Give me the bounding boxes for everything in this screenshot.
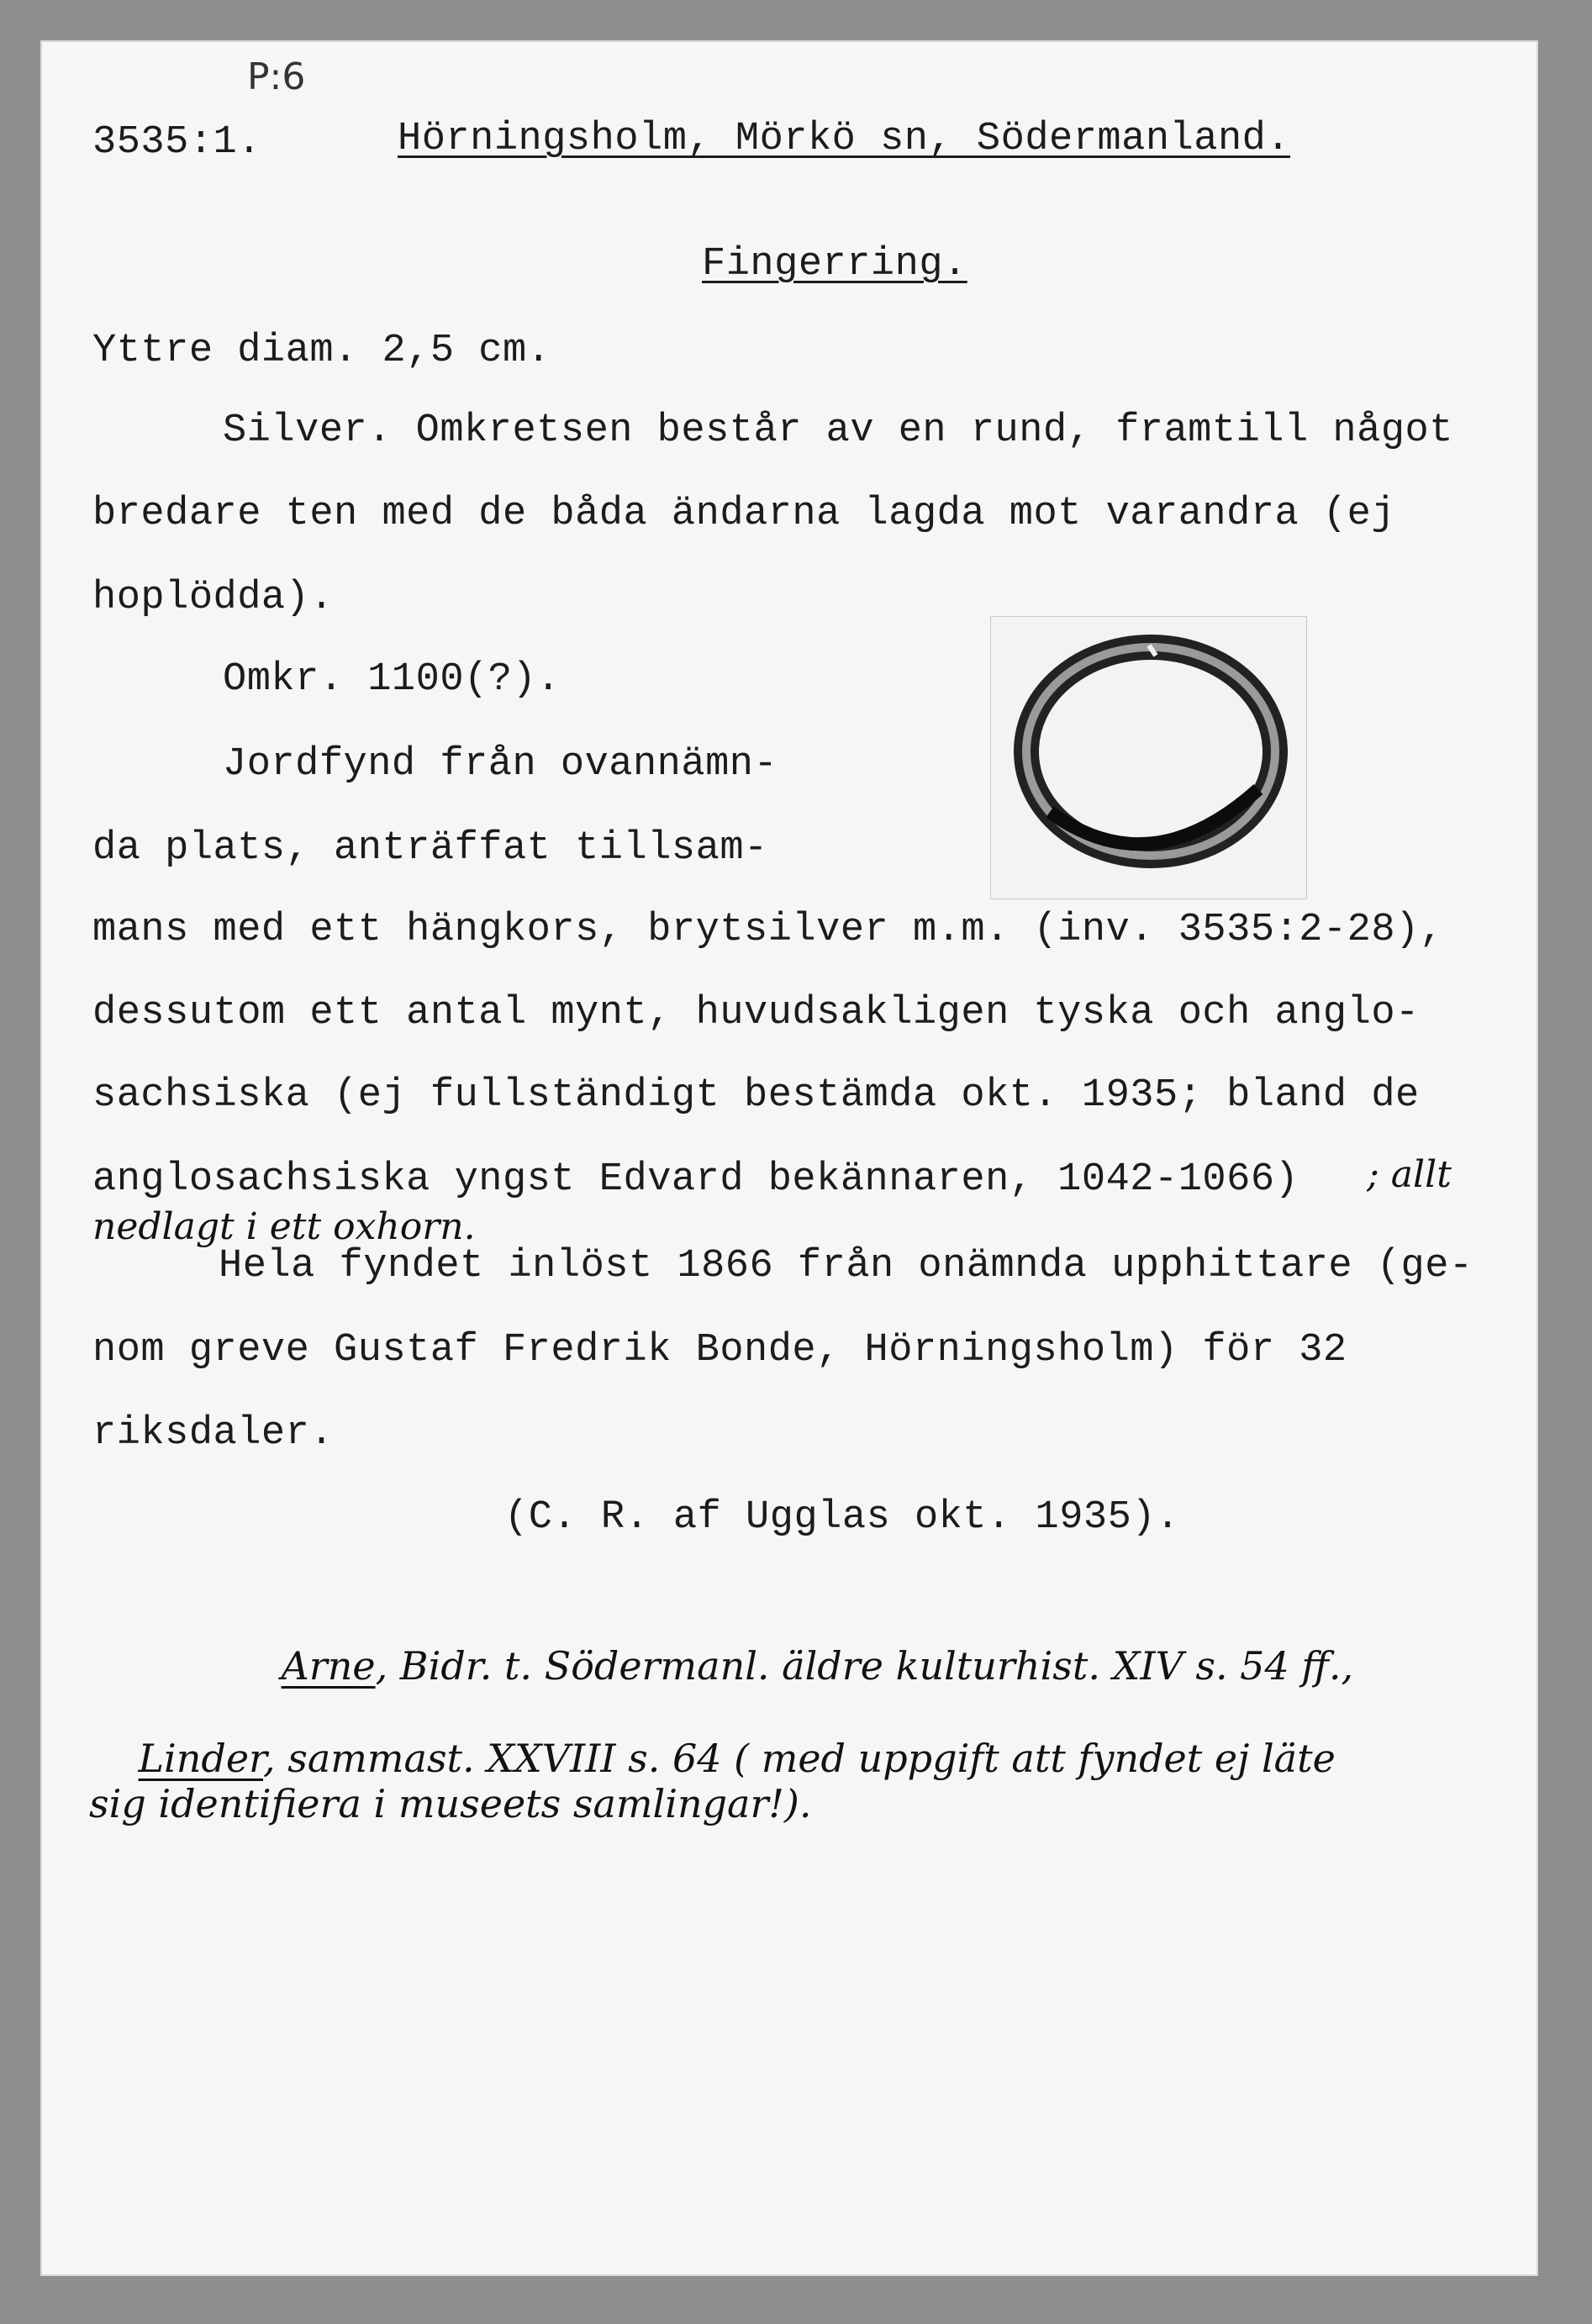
text-line: Silver. Omkretsen består av en rund, framtill något [223, 408, 1453, 453]
text-line: Hela fyndet inlöst 1866 från onämnda upphittare (ge- [219, 1244, 1473, 1288]
handwritten-insert: nedlagt i ett oxhorn. [92, 1205, 476, 1248]
text-line: dessutom ett antal mynt, huvudsakligen tyska och anglo- [92, 991, 1420, 1036]
ring-image [991, 617, 1306, 899]
text-line: mans med ett hängkors, brytsilver m.m. (inv. 3535:2-28), [92, 908, 1444, 952]
reference-line: sig identifiera i museets samlingar!). [89, 1781, 812, 1826]
reference-text: , sammast. XXVIII s. 64 ( med uppgift att fyndet ej läte [263, 1736, 1336, 1781]
catalog-card [40, 40, 1538, 2276]
text-line: bredare ten med de båda ändarna lagda mot varandra (ej [92, 492, 1396, 536]
text-line: hoplödda). [92, 576, 335, 620]
reference-text: , Bidr. t. Södermanl. äldre kulturhist. XIV s. 54 ff., [375, 1643, 1354, 1689]
text-line: Jordfynd från ovannämn- [223, 742, 778, 787]
reference-author: Arne [281, 1643, 376, 1689]
find-location: Hörningsholm, Mörkö sn, Södermanland. [398, 117, 1291, 161]
ring-photograph [990, 616, 1307, 899]
pencil-mark: P:6 [247, 55, 306, 98]
reference-author: Linder [138, 1736, 263, 1781]
text-line: nom greve Gustaf Fredrik Bonde, Hörningsholm) för 32 [92, 1328, 1347, 1373]
text-line: anglosachsiska yngst Edvard bekännaren, 1042-1066) [92, 1157, 1299, 1202]
inventory-number: 3535:1. [92, 120, 261, 165]
author-signature: (C. R. af Ugglas okt. 1935). [504, 1495, 1180, 1540]
text-line: da plats, anträffat tillsam- [92, 826, 768, 871]
text-line: Yttre diam. 2,5 cm. [92, 329, 551, 373]
text-line: riksdaler. [92, 1411, 335, 1456]
text-line: Omkr. 1100(?). [223, 657, 561, 702]
text-line: sachsiska (ej fullständigt bestämda okt. 1935; bland de [92, 1073, 1420, 1118]
handwritten-insert: ; allt [1367, 1153, 1452, 1196]
object-title: Fingerring. [702, 242, 967, 287]
